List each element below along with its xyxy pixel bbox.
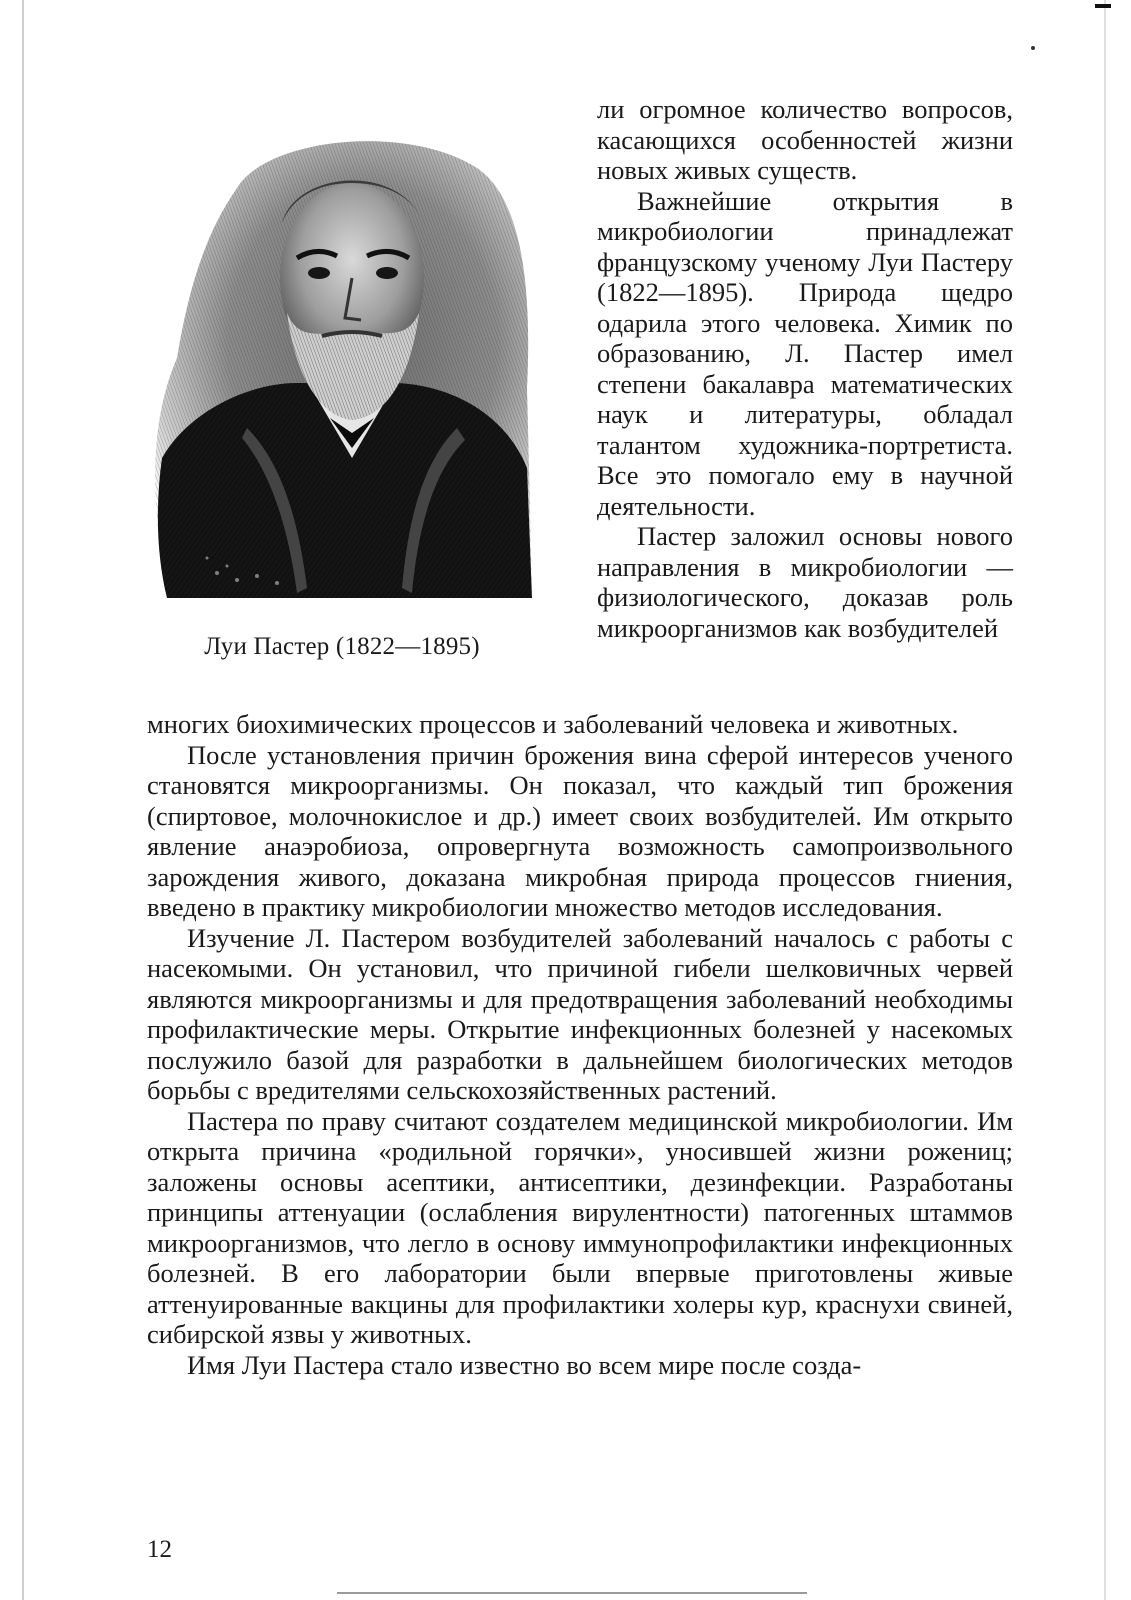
scan-speck [1031,46,1035,50]
portrait-figure [147,128,537,661]
paragraph-insects: Изучение Л. Пастером возбудителей заболеваний началось с работы с насекомыми. Он установил, что причиной гибели шелковичных червей являются микроорганизмы и для предотвращения заболеваний необходимы профилактические меры. Открытие инфекционных болезней у насекомых послужило базой для разработки в дальнейшем биологических методов борьбы с вредителями сельскохозяйственных растений. [147,922,1013,1105]
figure-caption: Луи Пастер (1822—1895) [204,633,480,660]
scan-bottom-rule [337,1592,807,1594]
paragraph-foundations: Пастер заложил основы нового направления в микробиологии — физиологического, доказав роль микроорганизмов как возбудителей [597,521,1013,643]
paragraph-discoveries: Важнейшие открытия в микробиологии принадлежат французскому ученому Луи Пастеру (1822—1895). Природа щедро одарила этого человека. Химик по образованию, Л. Пастер имел степени бакалавра математических наук и литературы, обладал талантом художника-портретиста. Все это помогало ему в научной деятельности. [597,185,1013,521]
scan-edge-right [1104,0,1106,1600]
scan-edge-left [22,0,24,1600]
scan-corner-mark [1095,4,1111,8]
right-text-column [597,94,1013,643]
paragraph-foundations-continued: многих биохимических процессов и заболеваний человека и животных. [147,709,959,739]
portrait-engraving [147,128,537,603]
paragraph-fame: Имя Луи Пастера стало известно во всем мире после созда- [187,1349,862,1380]
paragraph-continued: ли огромное количество вопросов, касающихся особенностей жизни новых живых существ. [597,94,1013,185]
paragraph-medical-microbiology: Пастера по праву считают создателем медицинской микробиологии. Им открыта причина «родильной горячки», уносившей жизни рожениц; заложены основы асептики, антисептики, дезинфекции. Разработаны принципы аттенуации (ослабления вирулентности) патогенных штаммов микроорганизмов, что легло в основу иммунопрофилактики инфекционных болезней. В его лаборатории были впервые приготовлены живые аттенуированные вакцины для профилактики холеры кур, краснухи свиней, сибирской язвы у животных. [147,1105,1013,1349]
full-width-text [147,709,1013,1380]
page-number: 12 [147,1536,172,1563]
paragraph-fermentation: После установления причин брожения вина сферой интересов ученого становятся микроорганизмы. Он показал, что каждый тип брожения (спиртовое, молочнокислое и др.) имеет своих возбудителей. Им открыто явление анаэробиоза, опровергнута возможность самопроизвольного зарождения живого, доказана микробная природа процессов гниения, введено в практику микробиологии множество методов исследования. [147,739,1013,922]
